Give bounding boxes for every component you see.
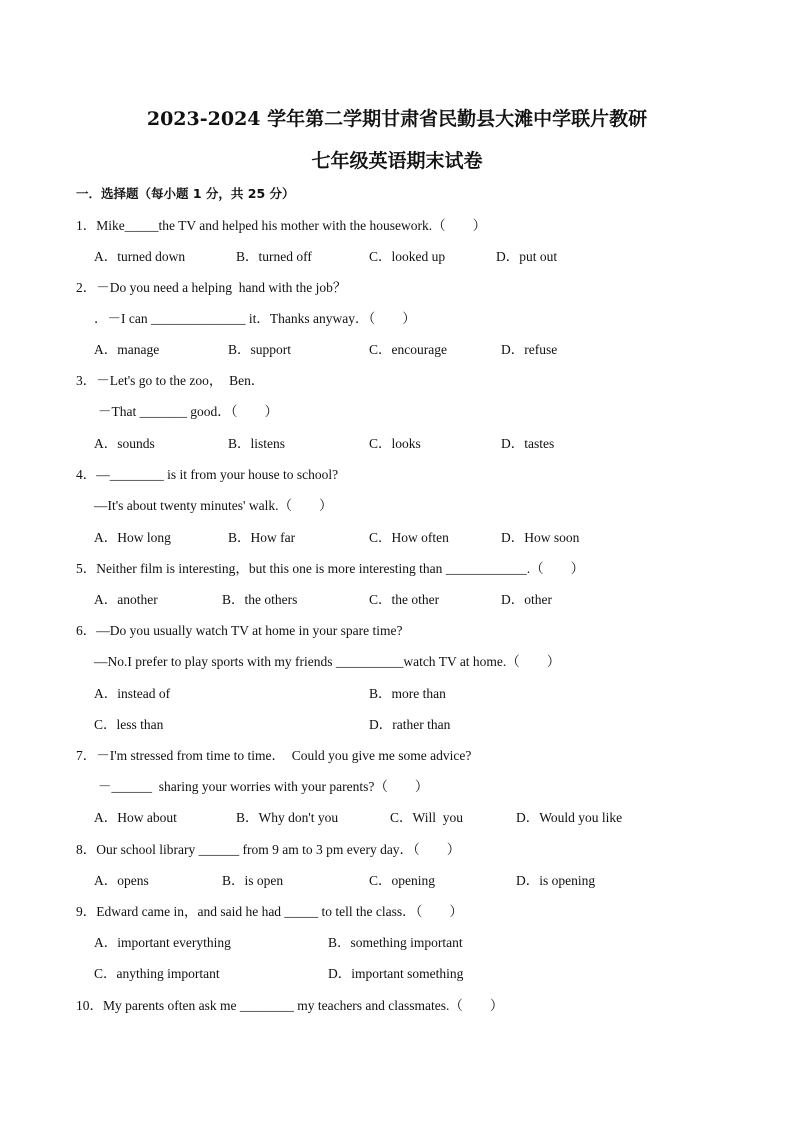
option-c[interactable]: C．opening [369,873,435,888]
option-b[interactable]: B．the others [222,592,298,607]
question-stem-cont: ．－I can ______________ it．Thanks anyway．（ ） [94,311,416,326]
option-b[interactable]: B．Why don't you [236,810,339,825]
option-c[interactable]: C．encourage [369,342,447,357]
option-a[interactable]: A．instead of [94,686,171,701]
option-a[interactable]: A．How about [94,810,177,825]
option-b[interactable]: B．is open [222,873,284,888]
question-stem: 2．－Do you need a helping hand with the job？ [76,280,347,295]
option-d[interactable]: D．refuse [501,342,558,357]
option-d[interactable]: D．How soon [501,530,580,545]
option-b[interactable]: B．support [228,342,292,357]
option-b[interactable]: B．listens [228,436,286,451]
section-heading: 一．选择题（每小题 1 分，共 25 分） [76,186,295,201]
question-stem: 7．－I'm stressed from time to time． Could you give me some advice? [76,748,472,763]
option-a[interactable]: A．important everything [94,935,231,950]
question-stem: 5．Neither film is interesting，but this one is more interesting than ____________.（ ） [76,561,585,576]
option-d[interactable]: D．rather than [369,717,451,732]
option-a[interactable]: A．sounds [94,436,155,451]
option-a[interactable]: A．opens [94,873,149,888]
option-b[interactable]: B．turned off [236,249,312,264]
question-stem: 8．Our school library ______ from 9 am to 3 pm every day．（ ） [76,842,461,857]
option-c[interactable]: C．looks [369,436,421,451]
option-c[interactable]: C．Will you [390,810,463,825]
question-stem: 6．—Do you usually watch TV at home in your spare time? [76,623,403,638]
option-d[interactable]: D．Would you like [516,810,623,825]
question-stem: 9．Edward came in，and said he had _____ to tell the class．（ ） [76,904,463,919]
option-c[interactable]: C．anything important [94,966,220,981]
title-line-1: 2023-2024 学年第二学期甘肃省民勤县大滩中学联片教研 [146,108,648,130]
option-a[interactable]: A．manage [94,342,160,357]
option-d[interactable]: D．is opening [516,873,596,888]
option-b[interactable]: B．something important [328,935,463,950]
question-stem-cont: －That _______ good．（ ） [98,404,278,419]
option-a[interactable]: A．another [94,592,158,607]
option-b[interactable]: B．more than [369,686,446,701]
option-d[interactable]: D．other [501,592,552,607]
option-c[interactable]: C．looked up [369,249,446,264]
question-stem-cont: －______ sharing your worries with your parents?（ ） [98,779,429,794]
option-d[interactable]: D．put out [496,249,558,264]
question-stem: 3．－Let's go to the zoo， Ben． [76,373,265,388]
option-d[interactable]: D．important something [328,966,464,981]
option-a[interactable]: A．How long [94,530,171,545]
option-b[interactable]: B．How far [228,530,296,545]
option-c[interactable]: C．How often [369,530,449,545]
question-stem-cont: —No.I prefer to play sports with my friends __________watch TV at home.（ ） [94,654,561,669]
option-d[interactable]: D．tastes [501,436,555,451]
question-stem: 1．Mike_____the TV and helped his mother with the housework.（ ） [76,218,487,233]
question-stem: 10．My parents often ask me ________ my teachers and classmates.（ ） [76,998,504,1013]
question-stem: 4．—________ is it from your house to school? [76,467,339,482]
question-stem-cont: —It's about twenty minutes' walk.（ ） [94,498,333,513]
option-c[interactable]: C．less than [94,717,164,732]
option-c[interactable]: C．the other [369,592,440,607]
title-line-2: 七年级英语期末试卷 [311,150,483,172]
option-a[interactable]: A．turned down [94,249,186,264]
